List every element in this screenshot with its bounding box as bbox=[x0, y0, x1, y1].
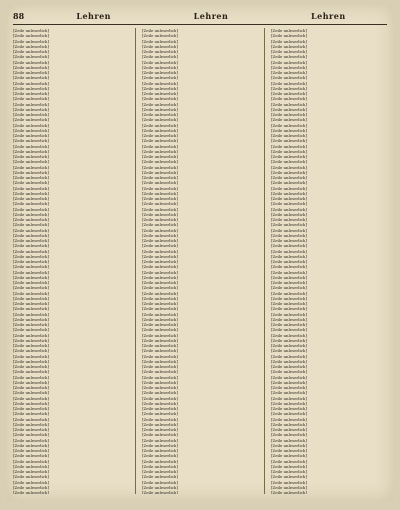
text-line: [Zeile unleserlich] bbox=[13, 327, 49, 333]
text-line: [Zeile unleserlich] bbox=[142, 201, 178, 207]
text-line: [Zeile unleserlich] bbox=[142, 91, 178, 96]
text-column-left bbox=[13, 28, 129, 494]
text-line: [Zeile unleserlich] bbox=[271, 112, 307, 117]
text-line: [Zeile unleserlich] bbox=[142, 411, 178, 417]
text-line: [Zeile unleserlich] bbox=[142, 64, 178, 70]
text-line: [Zeile unleserlich] bbox=[271, 117, 307, 123]
text-line: [Zeile unleserlich] bbox=[271, 448, 307, 453]
text-line: [Zeile unleserlich] bbox=[142, 427, 178, 432]
text-line: [Zeile unleserlich] bbox=[142, 379, 178, 385]
text-line: [Zeile unleserlich] bbox=[271, 406, 307, 411]
text-line: [Zeile unleserlich] bbox=[13, 133, 49, 138]
text-line: [Zeile unleserlich] bbox=[142, 169, 178, 175]
text-line: [Zeile unleserlich] bbox=[142, 85, 178, 91]
text-line: [Zeile unleserlich] bbox=[271, 122, 307, 128]
text-line: [Zeile unleserlich] bbox=[142, 400, 178, 406]
text-line: [Zeile unleserlich] bbox=[271, 463, 307, 469]
text-line: [Zeile unleserlich] bbox=[13, 442, 49, 448]
text-line: [Zeile unleserlich] bbox=[271, 285, 307, 291]
text-line: [Zeile unleserlich] bbox=[142, 222, 178, 228]
text-line: [Zeile unleserlich] bbox=[142, 264, 178, 270]
text-line: [Zeile unleserlich] bbox=[271, 374, 307, 380]
text-line: [Zeile unleserlich] bbox=[142, 38, 178, 44]
text-line: [Zeile unleserlich] bbox=[142, 154, 178, 159]
text-line: [Zeile unleserlich] bbox=[13, 101, 49, 107]
text-line: [Zeile unleserlich] bbox=[13, 70, 49, 75]
text-line: [Zeile unleserlich] bbox=[271, 474, 307, 480]
text-line: [Zeile unleserlich] bbox=[142, 327, 178, 333]
text-line: [Zeile unleserlich] bbox=[13, 64, 49, 70]
text-line: [Zeile unleserlich] bbox=[13, 117, 49, 123]
text-line: [Zeile unleserlich] bbox=[271, 180, 307, 186]
text-line: [Zeile unleserlich] bbox=[271, 227, 307, 233]
column-head-center: Lehren bbox=[193, 11, 229, 21]
text-line: [Zeile unleserlich] bbox=[271, 295, 307, 301]
text-line: [Zeile unleserlich] bbox=[142, 164, 178, 170]
text-line: [Zeile unleserlich] bbox=[271, 369, 307, 375]
text-line: [Zeile unleserlich] bbox=[271, 243, 307, 249]
text-line: [Zeile unleserlich] bbox=[13, 469, 49, 474]
text-line: [Zeile unleserlich] bbox=[142, 484, 178, 490]
text-line: [Zeile unleserlich] bbox=[13, 222, 49, 228]
text-line: [Zeile unleserlich] bbox=[13, 290, 49, 296]
text-line: [Zeile unleserlich] bbox=[271, 390, 307, 396]
column-divider bbox=[264, 28, 265, 494]
text-line: [Zeile unleserlich] bbox=[13, 75, 49, 81]
text-line: [Zeile unleserlich] bbox=[13, 112, 49, 117]
text-line: [Zeile unleserlich] bbox=[142, 117, 178, 123]
text-line: [Zeile unleserlich] bbox=[13, 253, 49, 259]
text-line: [Zeile unleserlich] bbox=[13, 400, 49, 406]
text-line: [Zeile unleserlich] bbox=[142, 148, 178, 154]
text-line: [Zeile unleserlich] bbox=[142, 322, 178, 327]
text-line: [Zeile unleserlich] bbox=[13, 421, 49, 427]
text-line: [Zeile unleserlich] bbox=[13, 416, 49, 422]
text-line: [Zeile unleserlich] bbox=[142, 290, 178, 296]
text-line: [Zeile unleserlich] bbox=[13, 38, 49, 44]
text-line: [Zeile unleserlich] bbox=[271, 70, 307, 75]
text-line: [Zeile unleserlich] bbox=[142, 437, 178, 443]
text-line: [Zeile unleserlich] bbox=[271, 133, 307, 138]
text-line: [Zeile unleserlich] bbox=[142, 406, 178, 411]
text-line: [Zeile unleserlich] bbox=[13, 406, 49, 411]
text-line: [Zeile unleserlich] bbox=[271, 127, 307, 133]
text-line: [Zeile unleserlich] bbox=[13, 437, 49, 443]
text-line: [Zeile unleserlich] bbox=[271, 185, 307, 191]
text-line: [Zeile unleserlich] bbox=[142, 106, 178, 112]
text-line: [Zeile unleserlich] bbox=[271, 222, 307, 228]
text-line: [Zeile unleserlich] bbox=[13, 432, 49, 438]
text-line: [Zeile unleserlich] bbox=[13, 238, 49, 243]
header-rule bbox=[13, 24, 387, 25]
text-line: [Zeile unleserlich] bbox=[142, 490, 178, 494]
text-line: [Zeile unleserlich] bbox=[271, 311, 307, 317]
text-line: [Zeile unleserlich] bbox=[271, 479, 307, 485]
text-line: [Zeile unleserlich] bbox=[142, 159, 178, 165]
text-line: [Zeile unleserlich] bbox=[271, 91, 307, 96]
text-line: [Zeile unleserlich] bbox=[142, 432, 178, 438]
text-line: [Zeile unleserlich] bbox=[13, 96, 49, 102]
text-line: [Zeile unleserlich] bbox=[142, 175, 178, 180]
text-line: [Zeile unleserlich] bbox=[13, 80, 49, 86]
text-line: [Zeile unleserlich] bbox=[271, 196, 307, 201]
text-line: [Zeile unleserlich] bbox=[271, 248, 307, 254]
text-line: [Zeile unleserlich] bbox=[13, 285, 49, 291]
text-line: [Zeile unleserlich] bbox=[13, 59, 49, 65]
text-line: [Zeile unleserlich] bbox=[142, 75, 178, 81]
text-line: [Zeile unleserlich] bbox=[271, 211, 307, 217]
text-line: [Zeile unleserlich] bbox=[271, 353, 307, 359]
text-line: [Zeile unleserlich] bbox=[142, 217, 178, 222]
text-line: [Zeile unleserlich] bbox=[271, 201, 307, 207]
text-line: [Zeile unleserlich] bbox=[13, 54, 49, 60]
text-line: [Zeile unleserlich] bbox=[142, 190, 178, 196]
text-line: [Zeile unleserlich] bbox=[13, 453, 49, 459]
text-line: [Zeile unleserlich] bbox=[142, 390, 178, 396]
text-line: [Zeile unleserlich] bbox=[142, 43, 178, 49]
text-line: [Zeile unleserlich] bbox=[13, 269, 49, 275]
text-line: [Zeile unleserlich] bbox=[13, 458, 49, 464]
text-line: [Zeile unleserlich] bbox=[142, 133, 178, 138]
text-line: [Zeile unleserlich] bbox=[13, 358, 49, 364]
text-line: [Zeile unleserlich] bbox=[271, 427, 307, 432]
text-line: [Zeile unleserlich] bbox=[142, 474, 178, 480]
text-line: [Zeile unleserlich] bbox=[13, 332, 49, 338]
text-line: [Zeile unleserlich] bbox=[271, 343, 307, 348]
text-line: [Zeile unleserlich] bbox=[13, 295, 49, 301]
text-line: [Zeile unleserlich] bbox=[271, 164, 307, 170]
text-line: [Zeile unleserlich] bbox=[13, 206, 49, 212]
text-line: [Zeile unleserlich] bbox=[271, 38, 307, 44]
text-line: [Zeile unleserlich] bbox=[142, 358, 178, 364]
text-line: [Zeile unleserlich] bbox=[271, 416, 307, 422]
text-line: [Zeile unleserlich] bbox=[13, 28, 49, 33]
text-line: [Zeile unleserlich] bbox=[271, 64, 307, 70]
text-line: [Zeile unleserlich] bbox=[271, 175, 307, 180]
text-line: [Zeile unleserlich] bbox=[13, 374, 49, 380]
text-line: [Zeile unleserlich] bbox=[271, 364, 307, 369]
text-line: [Zeile unleserlich] bbox=[13, 348, 49, 354]
text-line: [Zeile unleserlich] bbox=[142, 453, 178, 459]
text-line: [Zeile unleserlich] bbox=[271, 106, 307, 112]
text-line: [Zeile unleserlich] bbox=[271, 322, 307, 327]
text-line: [Zeile unleserlich] bbox=[13, 448, 49, 453]
text-line: [Zeile unleserlich] bbox=[142, 369, 178, 375]
text-line: [Zeile unleserlich] bbox=[142, 70, 178, 75]
text-line: [Zeile unleserlich] bbox=[13, 264, 49, 270]
running-header bbox=[13, 11, 387, 23]
text-line: [Zeile unleserlich] bbox=[13, 43, 49, 49]
text-line: [Zeile unleserlich] bbox=[271, 217, 307, 222]
text-line: [Zeile unleserlich] bbox=[13, 127, 49, 133]
text-line: [Zeile unleserlich] bbox=[142, 348, 178, 354]
text-line: [Zeile unleserlich] bbox=[142, 364, 178, 369]
text-line: [Zeile unleserlich] bbox=[271, 306, 307, 312]
column-head-left: Lehren bbox=[76, 11, 111, 21]
text-line: [Zeile unleserlich] bbox=[142, 343, 178, 348]
text-line: [Zeile unleserlich] bbox=[271, 337, 307, 343]
text-line: [Zeile unleserlich] bbox=[142, 253, 178, 259]
text-line: [Zeile unleserlich] bbox=[13, 280, 49, 285]
column-divider bbox=[135, 28, 136, 494]
text-line: [Zeile unleserlich] bbox=[271, 190, 307, 196]
text-line: [Zeile unleserlich] bbox=[271, 101, 307, 107]
text-line: [Zeile unleserlich] bbox=[142, 243, 178, 249]
text-line: [Zeile unleserlich] bbox=[271, 75, 307, 81]
text-line: [Zeile unleserlich] bbox=[13, 180, 49, 186]
text-line: [Zeile unleserlich] bbox=[271, 169, 307, 175]
text-line: [Zeile unleserlich] bbox=[271, 28, 307, 33]
text-line: [Zeile unleserlich] bbox=[13, 232, 49, 238]
text-column-right bbox=[271, 28, 387, 494]
text-line: [Zeile unleserlich] bbox=[13, 322, 49, 327]
text-line: [Zeile unleserlich] bbox=[142, 442, 178, 448]
text-line: [Zeile unleserlich] bbox=[13, 106, 49, 112]
text-line: [Zeile unleserlich] bbox=[142, 248, 178, 254]
text-line: [Zeile unleserlich] bbox=[13, 306, 49, 312]
text-line: [Zeile unleserlich] bbox=[271, 206, 307, 212]
text-line: [Zeile unleserlich] bbox=[271, 432, 307, 438]
text-line: [Zeile unleserlich] bbox=[13, 364, 49, 369]
text-line: [Zeile unleserlich] bbox=[142, 143, 178, 149]
text-line: [Zeile unleserlich] bbox=[13, 259, 49, 264]
text-line: [Zeile unleserlich] bbox=[271, 453, 307, 459]
text-line: [Zeile unleserlich] bbox=[13, 337, 49, 343]
text-line: [Zeile unleserlich] bbox=[271, 148, 307, 154]
text-line: [Zeile unleserlich] bbox=[13, 484, 49, 490]
text-line: [Zeile unleserlich] bbox=[142, 332, 178, 338]
text-line: [Zeile unleserlich] bbox=[271, 154, 307, 159]
text-line: [Zeile unleserlich] bbox=[271, 332, 307, 338]
text-line: [Zeile unleserlich] bbox=[13, 33, 49, 39]
text-line: [Zeile unleserlich] bbox=[271, 421, 307, 427]
text-line: [Zeile unleserlich] bbox=[271, 469, 307, 474]
text-line: [Zeile unleserlich] bbox=[142, 285, 178, 291]
text-line: [Zeile unleserlich] bbox=[271, 43, 307, 49]
text-line: [Zeile unleserlich] bbox=[13, 175, 49, 180]
text-line: [Zeile unleserlich] bbox=[271, 379, 307, 385]
text-line: [Zeile unleserlich] bbox=[142, 469, 178, 474]
text-line: [Zeile unleserlich] bbox=[13, 411, 49, 417]
text-line: [Zeile unleserlich] bbox=[271, 411, 307, 417]
text-line: [Zeile unleserlich] bbox=[13, 159, 49, 165]
text-line: [Zeile unleserlich] bbox=[13, 353, 49, 359]
text-line: [Zeile unleserlich] bbox=[13, 49, 49, 54]
text-line: [Zeile unleserlich] bbox=[271, 49, 307, 54]
text-line: [Zeile unleserlich] bbox=[142, 337, 178, 343]
text-line: [Zeile unleserlich] bbox=[13, 148, 49, 154]
text-line: [Zeile unleserlich] bbox=[142, 206, 178, 212]
text-line: [Zeile unleserlich] bbox=[13, 201, 49, 207]
text-line: [Zeile unleserlich] bbox=[142, 395, 178, 401]
text-line: [Zeile unleserlich] bbox=[13, 274, 49, 280]
text-line: [Zeile unleserlich] bbox=[271, 138, 307, 144]
text-line: [Zeile unleserlich] bbox=[271, 264, 307, 270]
text-line: [Zeile unleserlich] bbox=[142, 227, 178, 233]
text-line: [Zeile unleserlich] bbox=[13, 243, 49, 249]
text-line: [Zeile unleserlich] bbox=[271, 458, 307, 464]
text-line: [Zeile unleserlich] bbox=[142, 196, 178, 201]
text-line: [Zeile unleserlich] bbox=[271, 484, 307, 490]
text-line: [Zeile unleserlich] bbox=[142, 112, 178, 117]
text-line: [Zeile unleserlich] bbox=[271, 96, 307, 102]
text-line: [Zeile unleserlich] bbox=[142, 238, 178, 243]
text-line: [Zeile unleserlich] bbox=[13, 390, 49, 396]
text-line: [Zeile unleserlich] bbox=[142, 259, 178, 264]
text-line: [Zeile unleserlich] bbox=[142, 374, 178, 380]
text-line: [Zeile unleserlich] bbox=[13, 122, 49, 128]
text-line: [Zeile unleserlich] bbox=[271, 490, 307, 494]
text-line: [Zeile unleserlich] bbox=[142, 479, 178, 485]
text-line: [Zeile unleserlich] bbox=[271, 316, 307, 322]
text-line: [Zeile unleserlich] bbox=[271, 301, 307, 306]
text-line: [Zeile unleserlich] bbox=[13, 463, 49, 469]
dictionary-page bbox=[7, 5, 393, 500]
text-line: [Zeile unleserlich] bbox=[271, 143, 307, 149]
text-line: [Zeile unleserlich] bbox=[271, 385, 307, 390]
text-line: [Zeile unleserlich] bbox=[13, 490, 49, 494]
text-line: [Zeile unleserlich] bbox=[142, 274, 178, 280]
text-line: [Zeile unleserlich] bbox=[271, 238, 307, 243]
text-line: [Zeile unleserlich] bbox=[271, 159, 307, 165]
text-line: [Zeile unleserlich] bbox=[142, 301, 178, 306]
text-line: [Zeile unleserlich] bbox=[142, 295, 178, 301]
text-line: [Zeile unleserlich] bbox=[271, 290, 307, 296]
page-number: 88 bbox=[13, 11, 25, 21]
text-line: [Zeile unleserlich] bbox=[13, 474, 49, 480]
text-line: [Zeile unleserlich] bbox=[142, 101, 178, 107]
text-line: [Zeile unleserlich] bbox=[13, 316, 49, 322]
text-line: [Zeile unleserlich] bbox=[13, 143, 49, 149]
text-line: [Zeile unleserlich] bbox=[142, 80, 178, 86]
text-line: [Zeile unleserlich] bbox=[13, 311, 49, 317]
column-head-right: Lehren bbox=[310, 11, 346, 21]
text-line: [Zeile unleserlich] bbox=[13, 169, 49, 175]
text-line: [Zeile unleserlich] bbox=[271, 348, 307, 354]
text-line: [Zeile unleserlich] bbox=[142, 138, 178, 144]
text-line: [Zeile unleserlich] bbox=[142, 463, 178, 469]
text-line: [Zeile unleserlich] bbox=[142, 385, 178, 390]
text-line: [Zeile unleserlich] bbox=[142, 306, 178, 312]
text-line: [Zeile unleserlich] bbox=[13, 85, 49, 91]
text-line: [Zeile unleserlich] bbox=[13, 385, 49, 390]
text-line: [Zeile unleserlich] bbox=[13, 427, 49, 432]
text-line: [Zeile unleserlich] bbox=[142, 353, 178, 359]
text-line: [Zeile unleserlich] bbox=[271, 54, 307, 60]
text-line: [Zeile unleserlich] bbox=[13, 164, 49, 170]
text-line: [Zeile unleserlich] bbox=[142, 54, 178, 60]
text-line: [Zeile unleserlich] bbox=[271, 280, 307, 285]
text-line: [Zeile unleserlich] bbox=[271, 395, 307, 401]
text-line: [Zeile unleserlich] bbox=[271, 358, 307, 364]
text-line: [Zeile unleserlich] bbox=[142, 59, 178, 65]
text-line: [Zeile unleserlich] bbox=[142, 33, 178, 39]
text-line: [Zeile unleserlich] bbox=[13, 154, 49, 159]
text-line: [Zeile unleserlich] bbox=[13, 379, 49, 385]
text-line: [Zeile unleserlich] bbox=[13, 479, 49, 485]
text-line: [Zeile unleserlich] bbox=[13, 190, 49, 196]
text-line: [Zeile unleserlich] bbox=[13, 369, 49, 375]
text-line: [Zeile unleserlich] bbox=[271, 327, 307, 333]
text-line: [Zeile unleserlich] bbox=[13, 211, 49, 217]
text-line: [Zeile unleserlich] bbox=[271, 259, 307, 264]
text-line: [Zeile unleserlich] bbox=[142, 311, 178, 317]
text-line: [Zeile unleserlich] bbox=[271, 232, 307, 238]
text-line: [Zeile unleserlich] bbox=[142, 180, 178, 186]
text-line: [Zeile unleserlich] bbox=[13, 91, 49, 96]
text-line: [Zeile unleserlich] bbox=[142, 316, 178, 322]
text-line: [Zeile unleserlich] bbox=[13, 185, 49, 191]
text-line: [Zeile unleserlich] bbox=[142, 96, 178, 102]
text-column-center bbox=[142, 28, 258, 494]
text-line: [Zeile unleserlich] bbox=[271, 85, 307, 91]
text-line: [Zeile unleserlich] bbox=[142, 185, 178, 191]
text-line: [Zeile unleserlich] bbox=[271, 400, 307, 406]
text-line: [Zeile unleserlich] bbox=[13, 395, 49, 401]
text-line: [Zeile unleserlich] bbox=[142, 416, 178, 422]
text-line: [Zeile unleserlich] bbox=[271, 442, 307, 448]
text-line: [Zeile unleserlich] bbox=[271, 253, 307, 259]
text-line: [Zeile unleserlich] bbox=[13, 196, 49, 201]
text-line: [Zeile unleserlich] bbox=[13, 217, 49, 222]
text-line: [Zeile unleserlich] bbox=[142, 269, 178, 275]
text-line: [Zeile unleserlich] bbox=[142, 421, 178, 427]
text-columns bbox=[13, 28, 387, 494]
text-line: [Zeile unleserlich] bbox=[13, 227, 49, 233]
text-line: [Zeile unleserlich] bbox=[271, 274, 307, 280]
text-line: [Zeile unleserlich] bbox=[142, 232, 178, 238]
text-line: [Zeile unleserlich] bbox=[142, 458, 178, 464]
text-line: [Zeile unleserlich] bbox=[142, 448, 178, 453]
text-line: [Zeile unleserlich] bbox=[142, 280, 178, 285]
text-line: [Zeile unleserlich] bbox=[13, 248, 49, 254]
text-line: [Zeile unleserlich] bbox=[271, 59, 307, 65]
text-line: [Zeile unleserlich] bbox=[271, 437, 307, 443]
text-line: [Zeile unleserlich] bbox=[271, 269, 307, 275]
text-line: [Zeile unleserlich] bbox=[142, 127, 178, 133]
text-line: [Zeile unleserlich] bbox=[142, 28, 178, 33]
text-line: [Zeile unleserlich] bbox=[13, 343, 49, 348]
text-line: [Zeile unleserlich] bbox=[142, 49, 178, 54]
text-line: [Zeile unleserlich] bbox=[271, 80, 307, 86]
text-line: [Zeile unleserlich] bbox=[13, 301, 49, 306]
text-line: [Zeile unleserlich] bbox=[142, 211, 178, 217]
text-line: [Zeile unleserlich] bbox=[271, 33, 307, 39]
text-line: [Zeile unleserlich] bbox=[142, 122, 178, 128]
text-line: [Zeile unleserlich] bbox=[13, 138, 49, 144]
